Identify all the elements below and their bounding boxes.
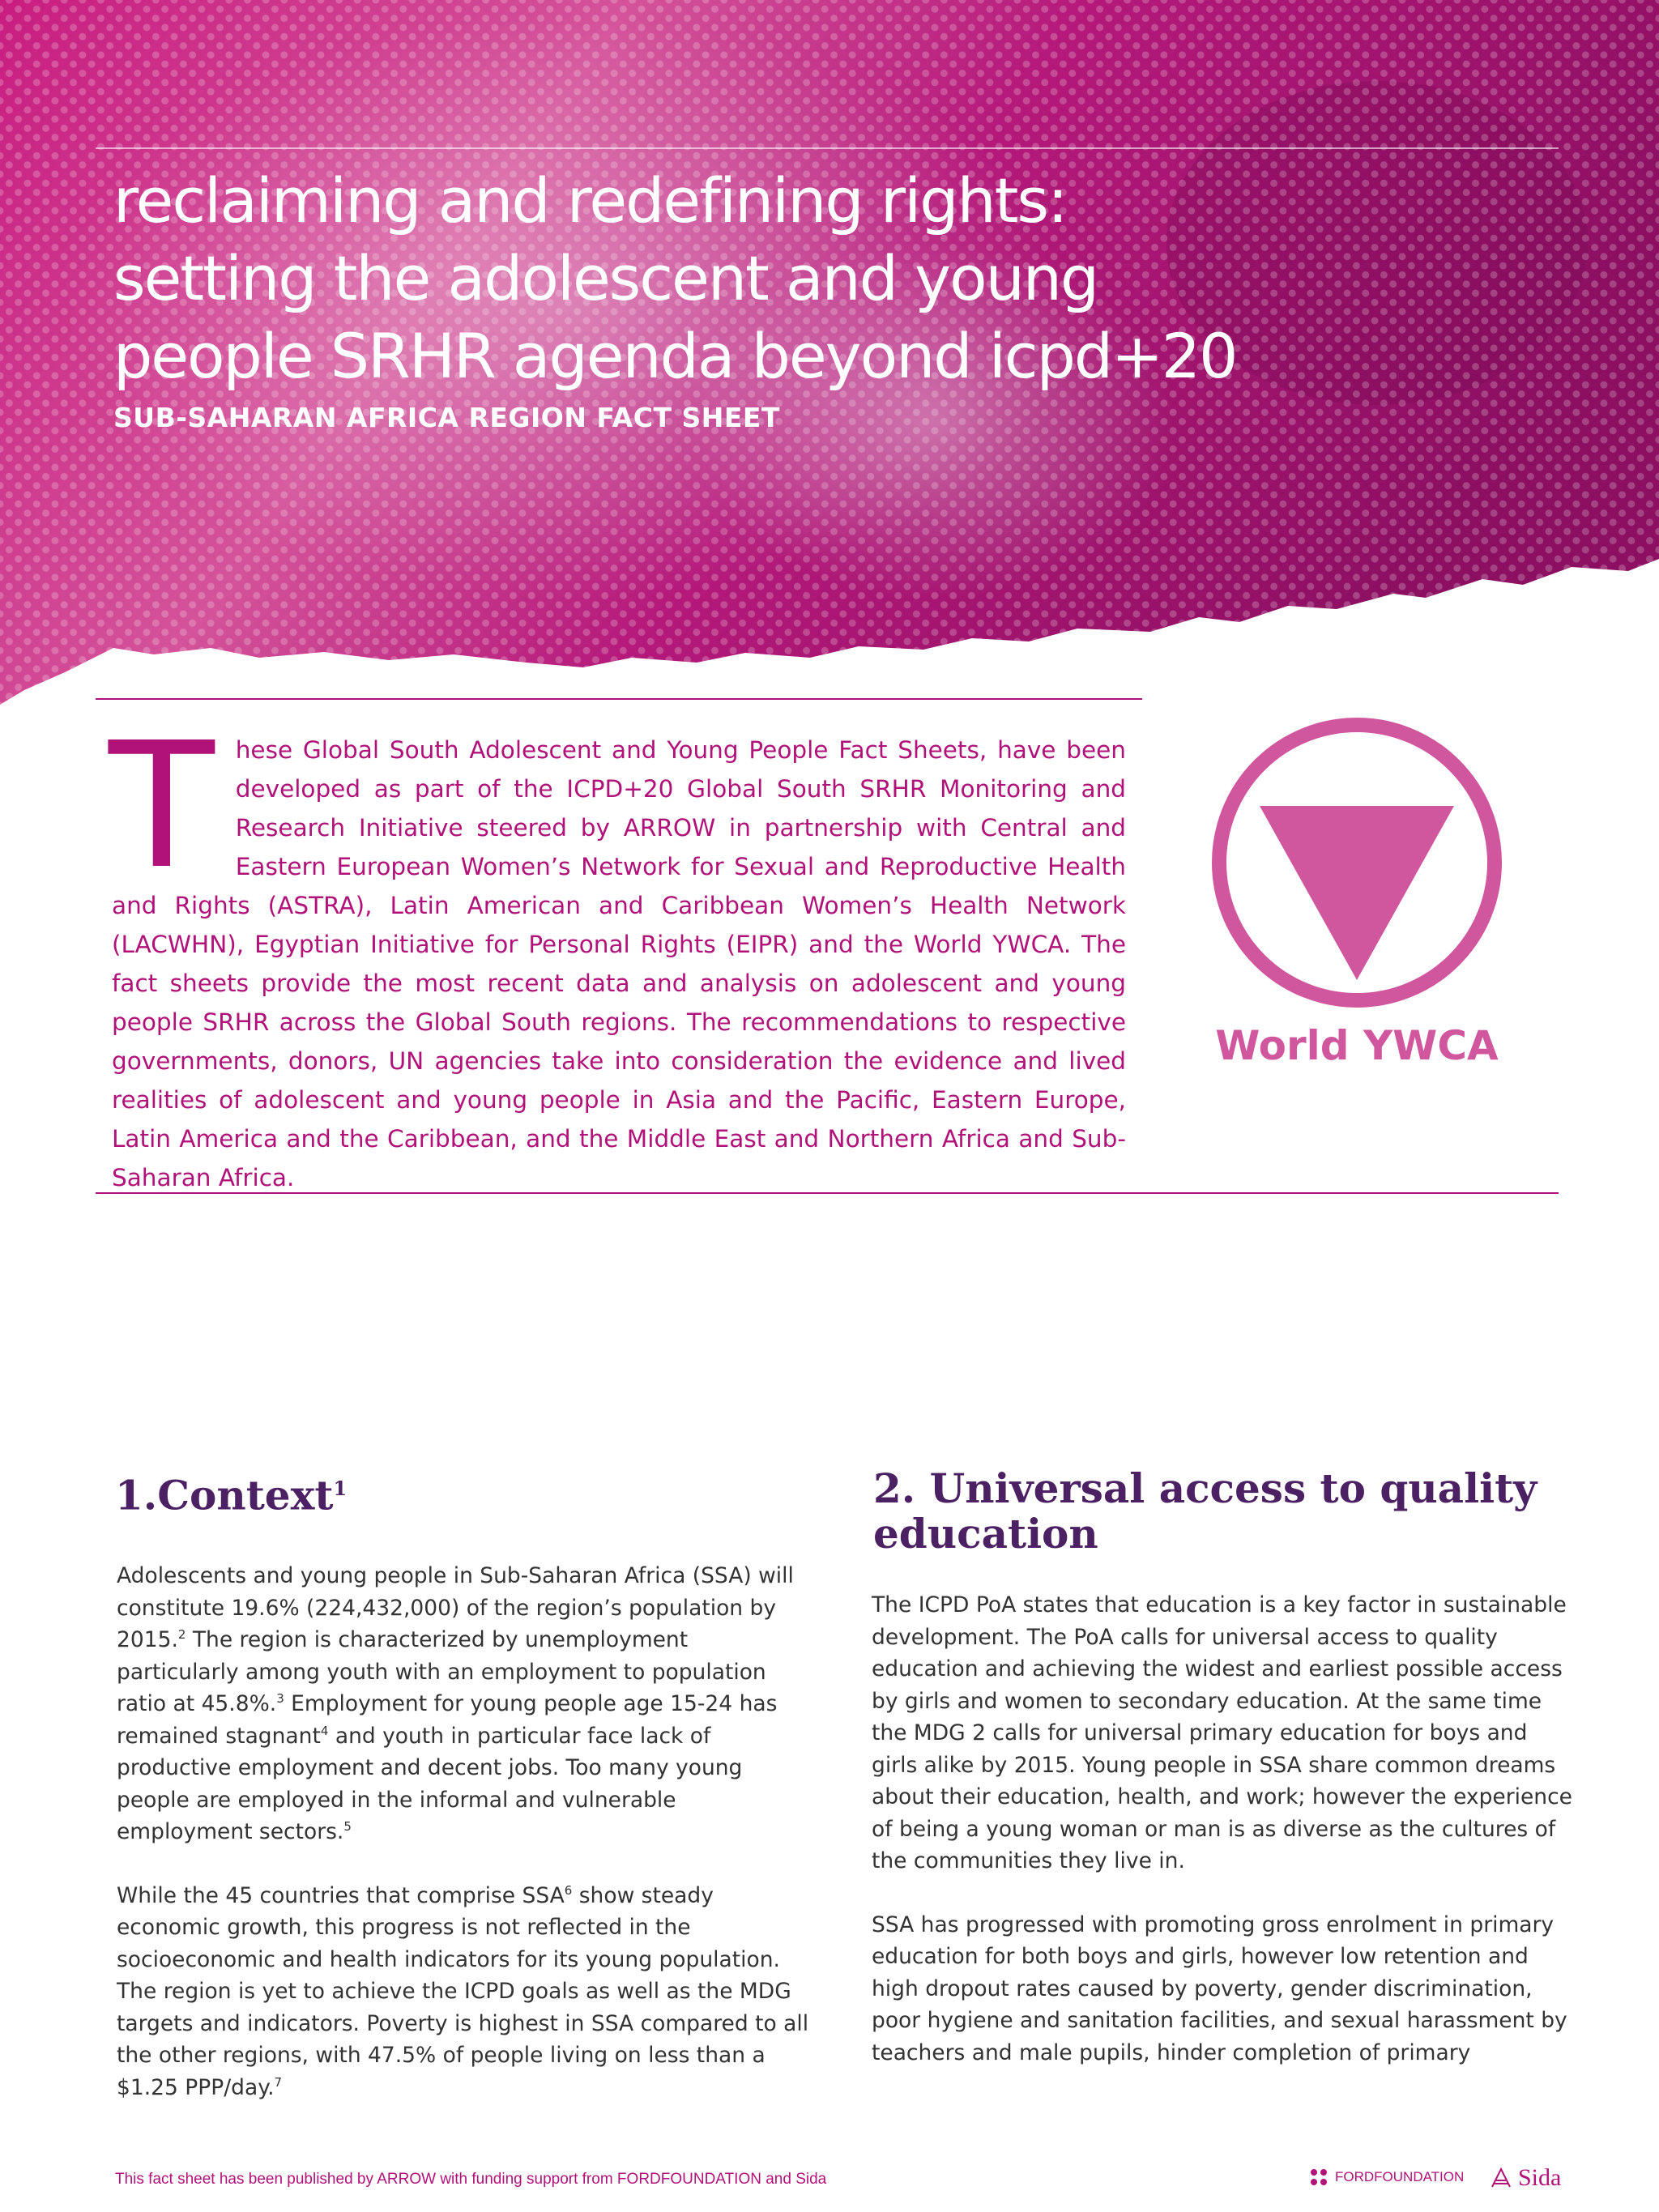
section-2-paragraph-2: SSA has progressed with promoting gross enrolment in primary education for both boys and girls, however low retention and high dropout rates caused by poverty, gender discrimination, poor hygiene and sanitation facilities, and sexual harassment by teachers and male pupils, hinder completion of primary bbox=[872, 1912, 1567, 2065]
world-ywca-logo bbox=[1207, 713, 1507, 1016]
footnote-ref: 7 bbox=[274, 2074, 283, 2090]
text-run: While the 45 countries that comprise SSA bbox=[117, 1882, 565, 1908]
title-line-1: reclaiming and redefining rights: bbox=[113, 164, 1067, 237]
footer-credit: This fact sheet has been published by ARROW with funding support from FORDFOUNDATION and Sida bbox=[115, 2171, 827, 2188]
section-1-paragraph-1 bbox=[117, 1560, 815, 1848]
world-ywca-wordmark: World YWCA bbox=[1215, 1022, 1499, 1069]
section-2-title-line-2: education bbox=[873, 1510, 1098, 1558]
subtitle: SUB-SAHARAN AFRICA REGION FACT SHEET bbox=[113, 402, 780, 433]
text-run: and youth in particular face lack of productive employment and decent jobs. Too many young people are employed in the informal and vulnerable employment sectors. bbox=[117, 1723, 743, 1844]
intro-bottom-rule bbox=[96, 1192, 1559, 1194]
hero-banner bbox=[0, 0, 1659, 713]
section-1-paragraph-2 bbox=[117, 1880, 815, 2104]
text-run: The region is characterized by unemployment particularly among youth with an employment to population ratio at 45.8%. bbox=[117, 1627, 766, 1716]
section-2-title bbox=[873, 1466, 1537, 1557]
footnote-ref: 2 bbox=[177, 1627, 186, 1643]
sida-wordmark: Sida bbox=[1518, 2164, 1562, 2191]
text-run: show steady economic growth, this progress is not reflected in the socioeconomic and health indicators for its young population. The region is yet to achieve the ICPD goals as well as the MDG targets and indicators. Poverty is highest in SSA compared to all the other regions, with 47.5% of people living on less than a $1.25 PPP/day. bbox=[117, 1882, 809, 2100]
ford-foundation-wordmark: FORDFOUNDATION bbox=[1335, 2169, 1465, 2184]
drop-cap: T bbox=[109, 705, 215, 907]
text-run: Employment for young people age 15-24 has remained stagnant bbox=[117, 1691, 778, 1749]
title-line-3: people SRHR agenda beyond icpd+20 bbox=[113, 320, 1237, 392]
intro-text: hese Global South Adolescent and Young People Fact Sheets, have been developed as part of the ICPD+20 Global South SRHR Monitoring and Research Initiative steered by ARROW in partnership with Central and Eastern European Women’s Network for Sexual and Reproductive Health and Rights (ASTRA), Latin American and Caribbean Women’s Health Network (LACWHN), Egyptian Initiative for Personal Rights (EIPR) and the World YWCA. The fact sheets provide the most recent data and analysis on adolescent and young people SRHR across the Global South regions. The recommendations to respective governments, donors, UN agencies take into consideration the evidence and lived realities of adolescent and young people in Asia and the Pacific, Eastern Europe, Latin America and the Caribbean, and the Middle East and Northern Africa and Sub-Saharan Africa. bbox=[112, 736, 1126, 1191]
title-line-2: setting the adolescent and young bbox=[113, 242, 1098, 314]
section-2-body bbox=[872, 1589, 1573, 2100]
ford-foundation-mark-icon bbox=[1309, 2167, 1328, 2187]
ywca-triangle-icon bbox=[1207, 713, 1507, 1012]
section-1-footnote-ref: 1 bbox=[333, 1477, 348, 1500]
footnote-ref: 5 bbox=[343, 1819, 352, 1835]
section-2-paragraph-1: The ICPD PoA states that education is a key factor in sustainable development. The PoA calls for universal access to quality education and achieving the widest and earliest possible access by girls and women to secondary education. At the same time the MDG 2 calls for universal primary education for boys and girls alike by 2015. Young people in SSA share common dreams about their education, health, and work; however the experience of being a young woman or man is as diverse as the cultures of the communities they live in. bbox=[872, 1592, 1572, 1873]
hero-top-rule bbox=[96, 147, 1559, 149]
section-1-title bbox=[115, 1466, 347, 1519]
section-1-body bbox=[117, 1560, 815, 2135]
footnote-ref: 3 bbox=[276, 1691, 284, 1707]
sida-logo bbox=[1489, 2164, 1561, 2192]
ford-foundation-logo bbox=[1309, 2167, 1464, 2187]
section-2-title-line-1: 2. Universal access to quality bbox=[873, 1464, 1537, 1512]
intro-paragraph bbox=[109, 705, 1126, 1197]
section-1-title-text: 1.Context bbox=[115, 1471, 334, 1519]
footnote-ref: 6 bbox=[564, 1882, 573, 1898]
sida-mark-icon bbox=[1489, 2166, 1513, 2190]
title-block bbox=[113, 162, 1328, 433]
footnote-ref: 4 bbox=[320, 1723, 329, 1738]
intro-top-rule bbox=[96, 698, 1142, 700]
text-run: Adolescents and young people in Sub-Saharan Africa (SSA) will constitute 19.6% (224,432,000) of the region’s population by 2015. bbox=[117, 1563, 794, 1652]
